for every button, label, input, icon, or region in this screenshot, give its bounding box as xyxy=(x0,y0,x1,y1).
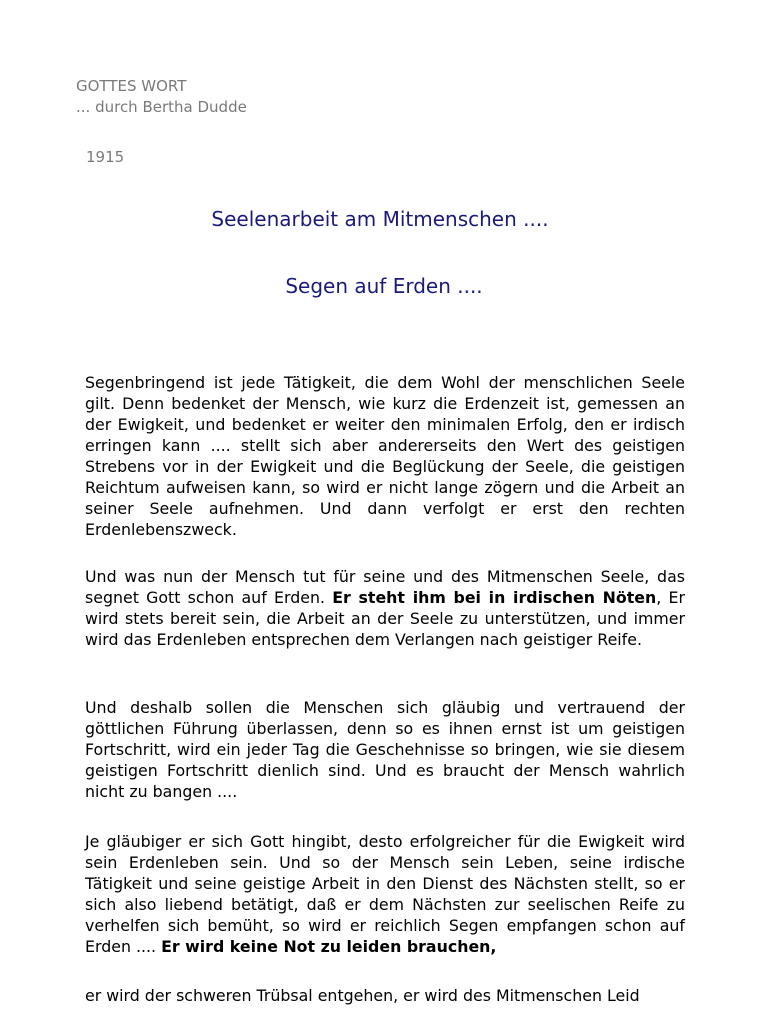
paragraph-2 xyxy=(85,566,685,650)
paragraph-4-bold: Er wird keine Not zu leiden brauchen, xyxy=(161,937,497,956)
header-title: GOTTES WORT xyxy=(76,77,187,95)
paragraph-4 xyxy=(85,831,685,957)
header-author: ... durch Bertha Dudde xyxy=(76,98,247,116)
page-title: Seelenarbeit am Mitmenschen .... xyxy=(211,207,549,231)
paragraph-2-bold: Er steht ihm bei in irdischen Nöten xyxy=(332,588,657,607)
paragraph-4-text-a: Je gläubiger er sich Gott hingibt, desto erfolgreicher für die Ewigkeit wird sein Erdenleben sein. Und so der Mensch sein Leben, seine irdische Tätigkeit und seine geistige Arbeit in den Dienst des Nächsten stellt, so er sich also liebend betätigt, daß er dem Nächsten zur seelischen Reife zu verhelfen sich bemüht, so wird er reichlich Segen empfangen schon auf Erden .... xyxy=(85,832,685,956)
document-year: 1915 xyxy=(86,148,125,166)
paragraph-5: er wird der schweren Trübsal entgehen, er wird des Mitmenschen Leid xyxy=(85,986,640,1005)
paragraph-2-text-a: Und was nun der Mensch tut für seine und des Mitmenschen Seele, das segnet Gott schon auf Erden. xyxy=(85,567,685,607)
paragraph-3: Und deshalb sollen die Menschen sich gläubig und vertrauend der göttlichen Führung überlassen, denn so es ihnen ernst ist um geistigen Fortschritt, wird ein jeder Tag die Geschehnisse so bringen, wie sie diesem geistigen Fortschritt dienlich sind. Und es braucht der Mensch wahrlich nicht zu bangen .... xyxy=(85,698,685,801)
paragraph-1: Segenbringend ist jede Tätigkeit, die dem Wohl der menschlichen Seele gilt. Denn bedenket der Mensch, wie kurz die Erdenzeit ist, gemessen an der Ewigkeit, und bedenket er weiter den minimalen Erfolg, den er irdisch erringen kann .... stellt sich aber andererseits den Wert des geistigen Strebens vor in der Ewigkeit und die Beglückung der Seele, die geistigen Reichtum aufweisen kann, so wird er nicht lange zögern und die Arbeit an seiner Seele aufnehmen. Und dann verfolgt er erst den rechten Erdenlebenszweck. xyxy=(85,373,685,539)
paragraph-2-text-b: , Er wird stets bereit sein, die Arbeit an der Seele zu unterstützen, und immer wird das Erdenleben entsprechen dem Verlangen nach geistiger Reife. xyxy=(85,588,685,649)
page-subtitle: Segen auf Erden .... xyxy=(285,274,483,298)
